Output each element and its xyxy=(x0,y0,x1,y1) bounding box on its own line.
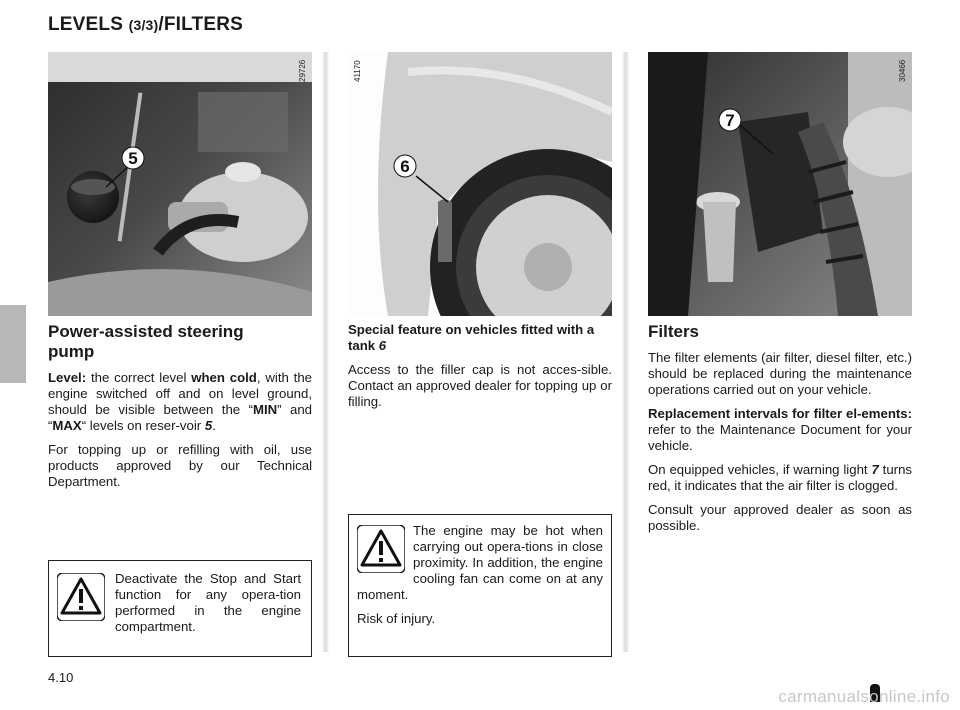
filters-section xyxy=(648,322,912,542)
steering-level-paragraph: Level: the correct level when cold, with the engine switched off and on level ground, should be visible between the “MIN” and “MAX“ levels on reser-voir 5. xyxy=(48,370,313,433)
steering-section xyxy=(48,322,312,498)
filters-paragraph-3: On equipped vehicles, if warning light 7 turns red, it indicates that the air filter is clogged. xyxy=(648,462,912,493)
image-ref-left: 29726 xyxy=(298,59,307,82)
image-ref-right: 30466 xyxy=(898,59,907,82)
callout-5: 5 xyxy=(128,149,138,168)
watermark: carmanualsonline.info xyxy=(778,687,950,706)
filters-heading: Filters xyxy=(648,322,700,341)
steering-heading: Power-assisted steering pump xyxy=(48,322,244,361)
warning-text-risk: Risk of injury. xyxy=(357,611,436,626)
photo-air-filter xyxy=(648,52,912,316)
column-divider-left xyxy=(322,52,329,652)
filters-paragraph-4: Consult your approved dealer as soon as possible. xyxy=(648,502,912,533)
column-divider-right xyxy=(622,52,629,652)
steering-topping-paragraph: For topping up or refilling with oil, use products approved by our Technical Department. xyxy=(48,442,312,489)
filters-paragraph-1: The filter elements (air filter, diesel filter, etc.) should be replaced during the maintenance operations carried out on your vehicle. xyxy=(648,350,912,397)
callout-7: 7 xyxy=(725,111,735,130)
tank-section xyxy=(348,322,612,418)
warning-triangle-icon xyxy=(57,573,105,621)
chapter-tab xyxy=(0,305,26,383)
tank-paragraph: Access to the filler cap is not acces-sible. Contact an approved dealer for topping up or filling. xyxy=(348,362,612,409)
photo-tank-wheel-arch xyxy=(348,52,612,316)
tank-heading: Special feature on vehicles fitted with a tank 6 xyxy=(348,322,595,353)
warning-box-stop-start xyxy=(48,560,312,657)
warning-text-stop-start: Deactivate the Stop and Start function for any opera-tion performed in the engine compartment. xyxy=(115,571,301,634)
filters-paragraph-2: Replacement intervals for filter el-ements: refer to the Maintenance Document for your vehicle. xyxy=(648,406,912,453)
warning-box-engine-hot xyxy=(348,514,612,657)
warning-text-engine-hot: The engine may be hot when carrying out opera-tions in close proximity. In addition, the engine cooling fan can come on at any moment. xyxy=(357,523,603,602)
photo-engine-steering-reservoir xyxy=(48,52,312,316)
callout-6: 6 xyxy=(400,157,410,176)
image-ref-middle: 41170 xyxy=(353,60,362,82)
page-number: 4.10 xyxy=(48,670,74,685)
page-title: LEVELS (3/3)/FILTERS xyxy=(48,14,244,35)
